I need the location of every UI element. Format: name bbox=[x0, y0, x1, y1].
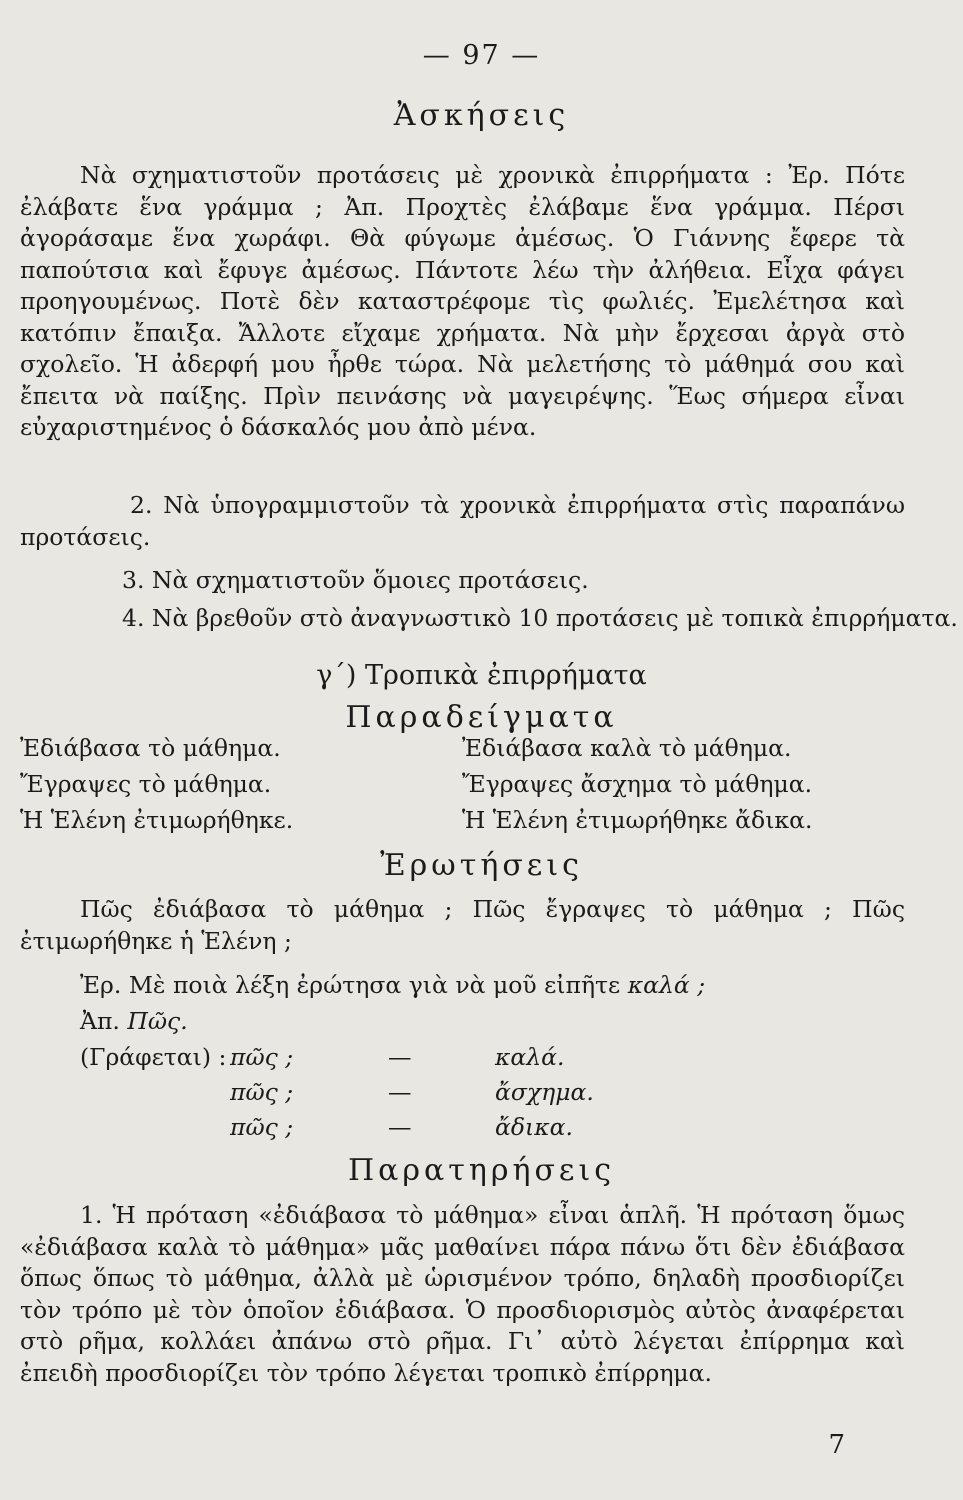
example-right-3: Ἡ Ἑλένη ἐτιμωρήθηκε ἄδικα. bbox=[462, 806, 813, 834]
remarks-paragraph: 1. Ἡ πρόταση «ἐδιάβασα τὸ μάθημα» εἶναι ἁπλῆ. Ἡ πρόταση ὅμως «ἐδιάβασα καλὰ τὸ μάθημα» μᾶς μαθαίνει πάρα πάνω ὅτι δὲν ἐδιάβασα ὅπως ὅπως τὸ μάθημα, ἀλλὰ μὲ ὡρισμένον τρόπο, δηλαδὴ προσδιορίζει τὸν τρόπο μὲ τὸν ὁποῖον ἐδιάβασα. Ὁ προσδιορισμὸς αὐτὸς ἀναφέρεται στὸ ρῆμα, κολλάει ἀπάνω στὸ ρῆμα. Γι᾽ αὐτὸ λέγεται ἐπίρρημα καὶ ἐπειδὴ προσδιορίζει τὸν τρόπο λέγεται τροπικὸ ἐπίρρημα. bbox=[20, 1201, 905, 1387]
question-text: Μὲ ποιὰ λέξη ἐρώτησα γιὰ νὰ μοῦ εἰπῆτε bbox=[128, 971, 621, 999]
question-word: καλά ; bbox=[627, 971, 706, 999]
written-label: (Γράφεται) : bbox=[80, 1043, 227, 1071]
exercise-1-paragraph: Νὰ σχηματιστοῦν προτάσεις μὲ χρονικὰ ἐπιρρήματα : Ἐρ. Πότε ἐλάβατε ἕνα γράμμα ; Ἀπ. Προχτὲς ἐλάβαμε ἕνα γράμμα. Πέρσι ἀγοράσαμε ἕνα χωράφι. Θὰ φύγωμε ἀμέσως. Ὁ Γιάννης ἔφερε τὰ παπούτσια καὶ ἔφυγε ἀμέσως. Πάντοτε λέω τὴν ἀλήθεια. Εἶχα φάγει προηγουμένως. Ποτὲ δὲν καταστρέφομε τὶς φωλιές. Ἐμελέτησα καὶ κατόπιν ἔπαιξα. Ἄλλοτε εἴχαμε χρήματα. Νὰ μὴν ἔρχεσαι ἀργὰ στὸ σχολεῖο. Ἡ ἀδερφή μου ἦρθε τώρα. Νὰ μελετήσης τὸ μάθημά σου καὶ ἔπειτα νὰ παίξης. Πρὶν πεινάσης νὰ μαγειρέψης. Ἕως σήμερα εἶναι εὐχαριστημένος ὁ δάσκαλός μου ἀπὸ μένα. bbox=[20, 161, 905, 441]
examples-heading: Παραδείγματα bbox=[345, 700, 618, 735]
written-row-1-dash: — bbox=[388, 1043, 412, 1071]
written-row-2-a: ἄσχημα. bbox=[495, 1078, 594, 1106]
questions-paragraph: Πῶς ἐδιάβασα τὸ μάθημα ; Πῶς ἔγραψες τὸ μάθημα ; Πῶς ἐτιμωρήθηκε ἡ Ἑλένη ; bbox=[20, 895, 905, 955]
questions-heading: Ἐρωτήσεις bbox=[380, 848, 583, 883]
written-row-3-a: ἄδικα. bbox=[495, 1113, 573, 1141]
example-right-1: Ἐδιάβασα καλὰ τὸ μάθημα. bbox=[462, 734, 792, 762]
written-row-2-q: πῶς ; bbox=[230, 1078, 294, 1106]
exercise-3: 3. Νὰ σχηματιστοῦν ὅμοιες προτάσεις. bbox=[122, 566, 589, 594]
exercise-2: 2. Νὰ ὑπογραμμιστοῦν τὰ χρονικὰ ἐπιρρήματα στὶς παραπάνω προτάσεις. bbox=[20, 491, 905, 551]
exercise-4: 4. Νὰ βρεθοῦν στὸ ἀναγνωστικὸ 10 προτάσεις μὲ τοπικὰ ἐπιρρήματα. bbox=[122, 604, 958, 632]
example-left-3: Ἡ Ἑλένη ἐτιμωρήθηκε. bbox=[20, 806, 294, 834]
written-row-2-dash: — bbox=[388, 1078, 412, 1106]
answer-label: Ἀπ. bbox=[80, 1007, 120, 1035]
exercises-heading: Ἀσκήσεις bbox=[393, 98, 570, 133]
written-row-3-q: πῶς ; bbox=[230, 1113, 294, 1141]
written-row-1-q: πῶς ; bbox=[230, 1043, 294, 1071]
written-row-1-a: καλά. bbox=[495, 1043, 565, 1071]
question-line bbox=[80, 970, 705, 1002]
written-row-3-dash: — bbox=[388, 1113, 412, 1141]
example-left-1: Ἐδιάβασα τὸ μάθημα. bbox=[20, 734, 281, 762]
answer-line bbox=[80, 1006, 188, 1038]
section-title: γ΄) Τροπικὰ ἐπιρρήματα bbox=[316, 660, 647, 691]
example-right-2: Ἔγραψες ἄσχημα τὸ μάθημα. bbox=[462, 770, 813, 798]
signature-mark: 7 bbox=[828, 1430, 845, 1460]
question-label: Ἐρ. bbox=[80, 971, 122, 999]
page-number: — 97 — bbox=[422, 40, 541, 71]
answer-word: Πῶς. bbox=[127, 1007, 188, 1035]
example-left-2: Ἔγραψες τὸ μάθημα. bbox=[20, 770, 272, 798]
remarks-heading: Παρατηρήσεις bbox=[347, 1153, 616, 1188]
